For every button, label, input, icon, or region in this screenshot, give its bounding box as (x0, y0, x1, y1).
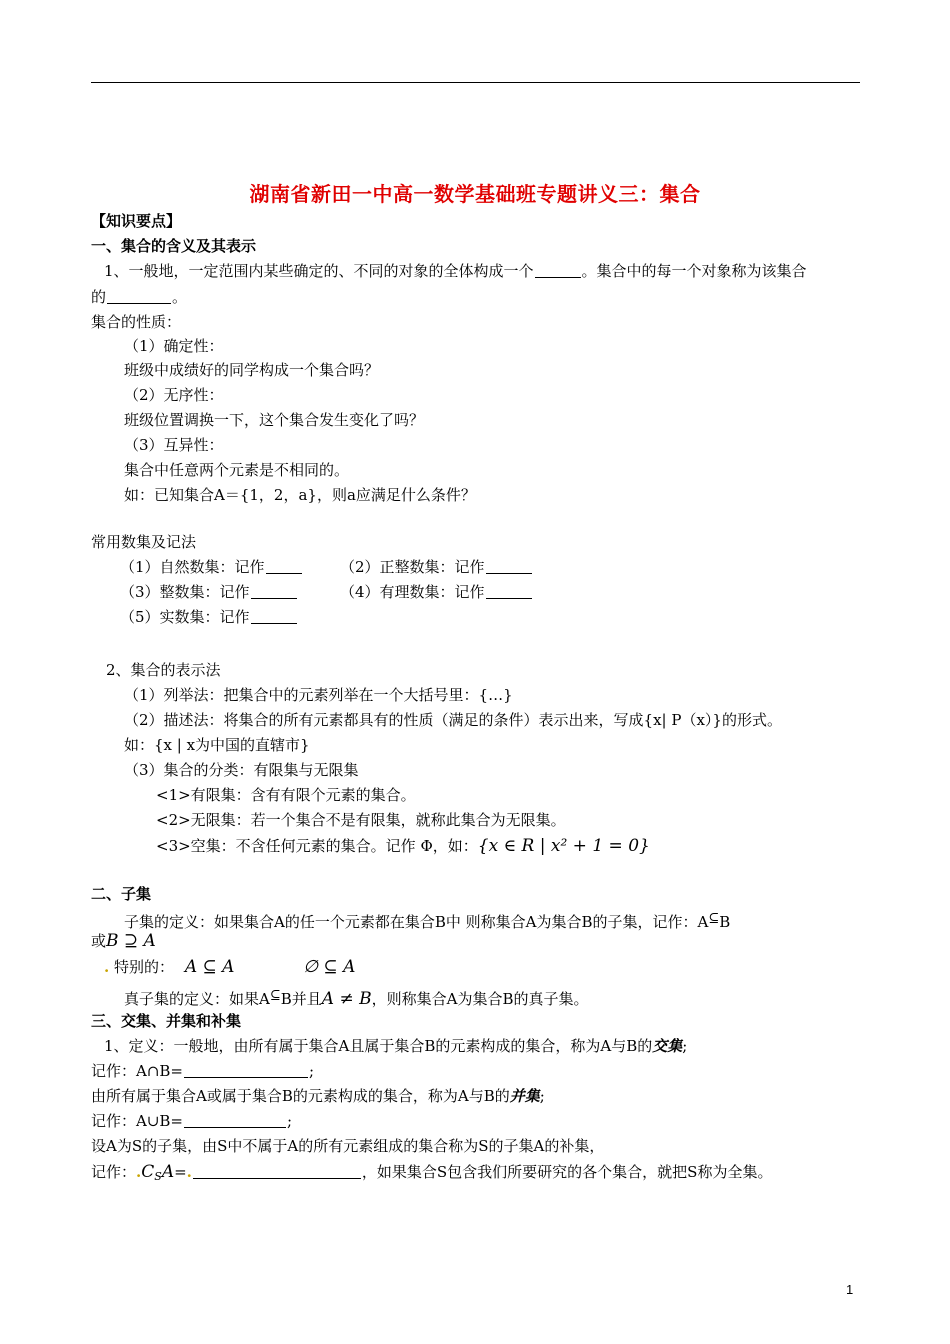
subseteq-symbol: ⊆ (708, 911, 720, 926)
text: 1、一般地，一定范围内某些确定的、不同的对象的全体构成一个 (104, 262, 534, 280)
proper-subset-definition (124, 986, 588, 1009)
representation-2: （2）描述法：将集合的所有元素都具有的性质（满足的条件）表示出来，写成{x| P（x）}的形式。 (124, 711, 782, 729)
properties-heading: 集合的性质： (91, 313, 182, 331)
marker-dot: . (136, 1163, 142, 1181)
fill-blank[interactable] (193, 1163, 361, 1179)
text: （3）整数集：记作 (120, 583, 250, 601)
fill-blank[interactable] (486, 583, 532, 599)
header-rule (91, 82, 860, 83)
text: ，如果集合S包含我们所要研究的各个集合，就把S称为全集。 (361, 1163, 773, 1181)
section-2-heading: 二、子集 (91, 885, 152, 903)
empty-subset-formula: ∅ ⊆ A (303, 957, 356, 977)
text: 。 (172, 288, 188, 306)
not-equal-formula: A ≠ B (321, 989, 372, 1009)
intersection-notation (91, 1061, 314, 1081)
empty-set-formula: {x ∈ R | x² + 1 = 0} (477, 836, 650, 856)
union-notation (91, 1111, 292, 1131)
fill-blank[interactable] (184, 1062, 308, 1078)
text: 1、定义：一般地，由所有属于集合A且属于集合B的元素构成的集合，称为A与B的 (104, 1037, 653, 1055)
page-title: 湖南省新田一中高一数学基础班专题讲义三：集合 (249, 182, 701, 206)
text: B并且 (280, 990, 322, 1008)
text: 子集的定义：如果集合A的任一个元素都在集合B中 则称集合A为集合B的子集，记作：A (124, 913, 709, 931)
property-3-example: 如：已知集合A＝{1，2，a}，则a应满足什么条件？ (124, 486, 476, 504)
sec1-paragraph-1-cont (91, 287, 187, 307)
fill-blank[interactable] (266, 558, 302, 574)
text: 的 (91, 288, 107, 306)
classification-3 (156, 836, 650, 856)
number-set-5 (120, 607, 298, 627)
text: 。集合中的每一个对象称为该集合 (581, 262, 807, 280)
subseteq-symbol: ⊆ (269, 988, 281, 1003)
S: S (154, 1170, 162, 1183)
complement-formula (141, 1162, 174, 1182)
text: ; (309, 1062, 315, 1080)
text: （1）自然数集：记作 (120, 558, 265, 576)
fill-blank[interactable] (107, 288, 171, 304)
subset-definition (124, 909, 730, 932)
property-2: （2）无序性： (124, 386, 224, 404)
text: 记作： (91, 1163, 137, 1181)
number-sets-heading: 常用数集及记法 (91, 533, 197, 551)
text: 或 (91, 932, 107, 950)
union-definition (91, 1086, 545, 1106)
text: ，则称集合A为集合B的真子集。 (371, 990, 589, 1008)
fill-blank[interactable] (251, 583, 297, 599)
fill-blank[interactable] (486, 558, 532, 574)
reflexive-formula: A ⊆ A (184, 957, 235, 977)
fill-blank[interactable] (251, 608, 297, 624)
sec1-paragraph-1 (104, 261, 807, 281)
intersection-definition (104, 1036, 687, 1056)
superset-formula: B ⊇ A (106, 931, 156, 951)
number-set-2 (340, 557, 533, 577)
text: 记作：A∪B= (91, 1112, 183, 1130)
classification-1: <1>有限集：含有有限个元素的集合。 (156, 786, 416, 804)
text: 真子集的定义：如果A (124, 990, 270, 1008)
property-1: （1）确定性： (124, 337, 224, 355)
classification-2: <2>无限集：若一个集合不是有限集，就称此集合为无限集。 (156, 811, 566, 829)
union-term: 并集 (509, 1087, 540, 1105)
marker-dot: . (186, 1163, 192, 1181)
representation-heading: 2、集合的表示法 (106, 661, 221, 679)
knowledge-heading: 【知识要点】 (91, 212, 182, 230)
section-3-heading: 三、交集、并集和补集 (91, 1012, 242, 1030)
complement-notation (91, 1162, 772, 1187)
property-3: （3）互异性： (124, 436, 224, 454)
text: （4）有理数集：记作 (340, 583, 485, 601)
text: <3>空集：不含任何元素的集合。记作 Φ，如： (156, 837, 478, 855)
complement-definition: 设A为S的子集，由S中不属于A的所有元素组成的集合称为S的子集A的补集， (91, 1137, 605, 1155)
property-3-question: 集合中任意两个元素是不相同的。 (124, 461, 350, 479)
text: 由所有属于集合A或属于集合B的元素构成的集合，称为A与B的 (91, 1087, 510, 1105)
equals-sign: = (174, 1163, 187, 1181)
fill-blank[interactable] (184, 1112, 286, 1128)
text: ; (682, 1037, 688, 1055)
representation-1: （1）列举法：把集合中的元素列举在一个大括号里：{…} (124, 686, 513, 704)
intersection-term: 交集 (652, 1037, 683, 1055)
subset-definition-cont (91, 931, 156, 951)
text: （5）实数集：记作 (120, 608, 250, 626)
page-number: 1 (846, 1282, 854, 1297)
marker-dot: . (104, 958, 110, 976)
text: ; (539, 1087, 545, 1105)
C: C (141, 1162, 155, 1182)
representation-2-example: 如：{x | x为中国的直辖市} (124, 736, 310, 754)
text: 记作：A∩B= (91, 1062, 183, 1080)
text: ; (287, 1112, 293, 1130)
text: 特别的： (114, 958, 175, 976)
A: A (161, 1162, 175, 1182)
fill-blank[interactable] (535, 262, 581, 278)
number-set-3 (120, 582, 298, 602)
text: （2）正整数集：记作 (340, 558, 485, 576)
subset-special (104, 957, 355, 977)
section-1-heading: 一、集合的含义及其表示 (91, 237, 257, 255)
number-set-1 (120, 557, 303, 577)
property-2-question: 班级位置调换一下，这个集合发生变化了吗？ (124, 411, 425, 429)
number-set-4 (340, 582, 533, 602)
property-1-question: 班级中成绩好的同学构成一个集合吗？ (124, 361, 380, 379)
representation-3: （3）集合的分类：有限集与无限集 (124, 761, 359, 779)
text: B (719, 913, 731, 931)
